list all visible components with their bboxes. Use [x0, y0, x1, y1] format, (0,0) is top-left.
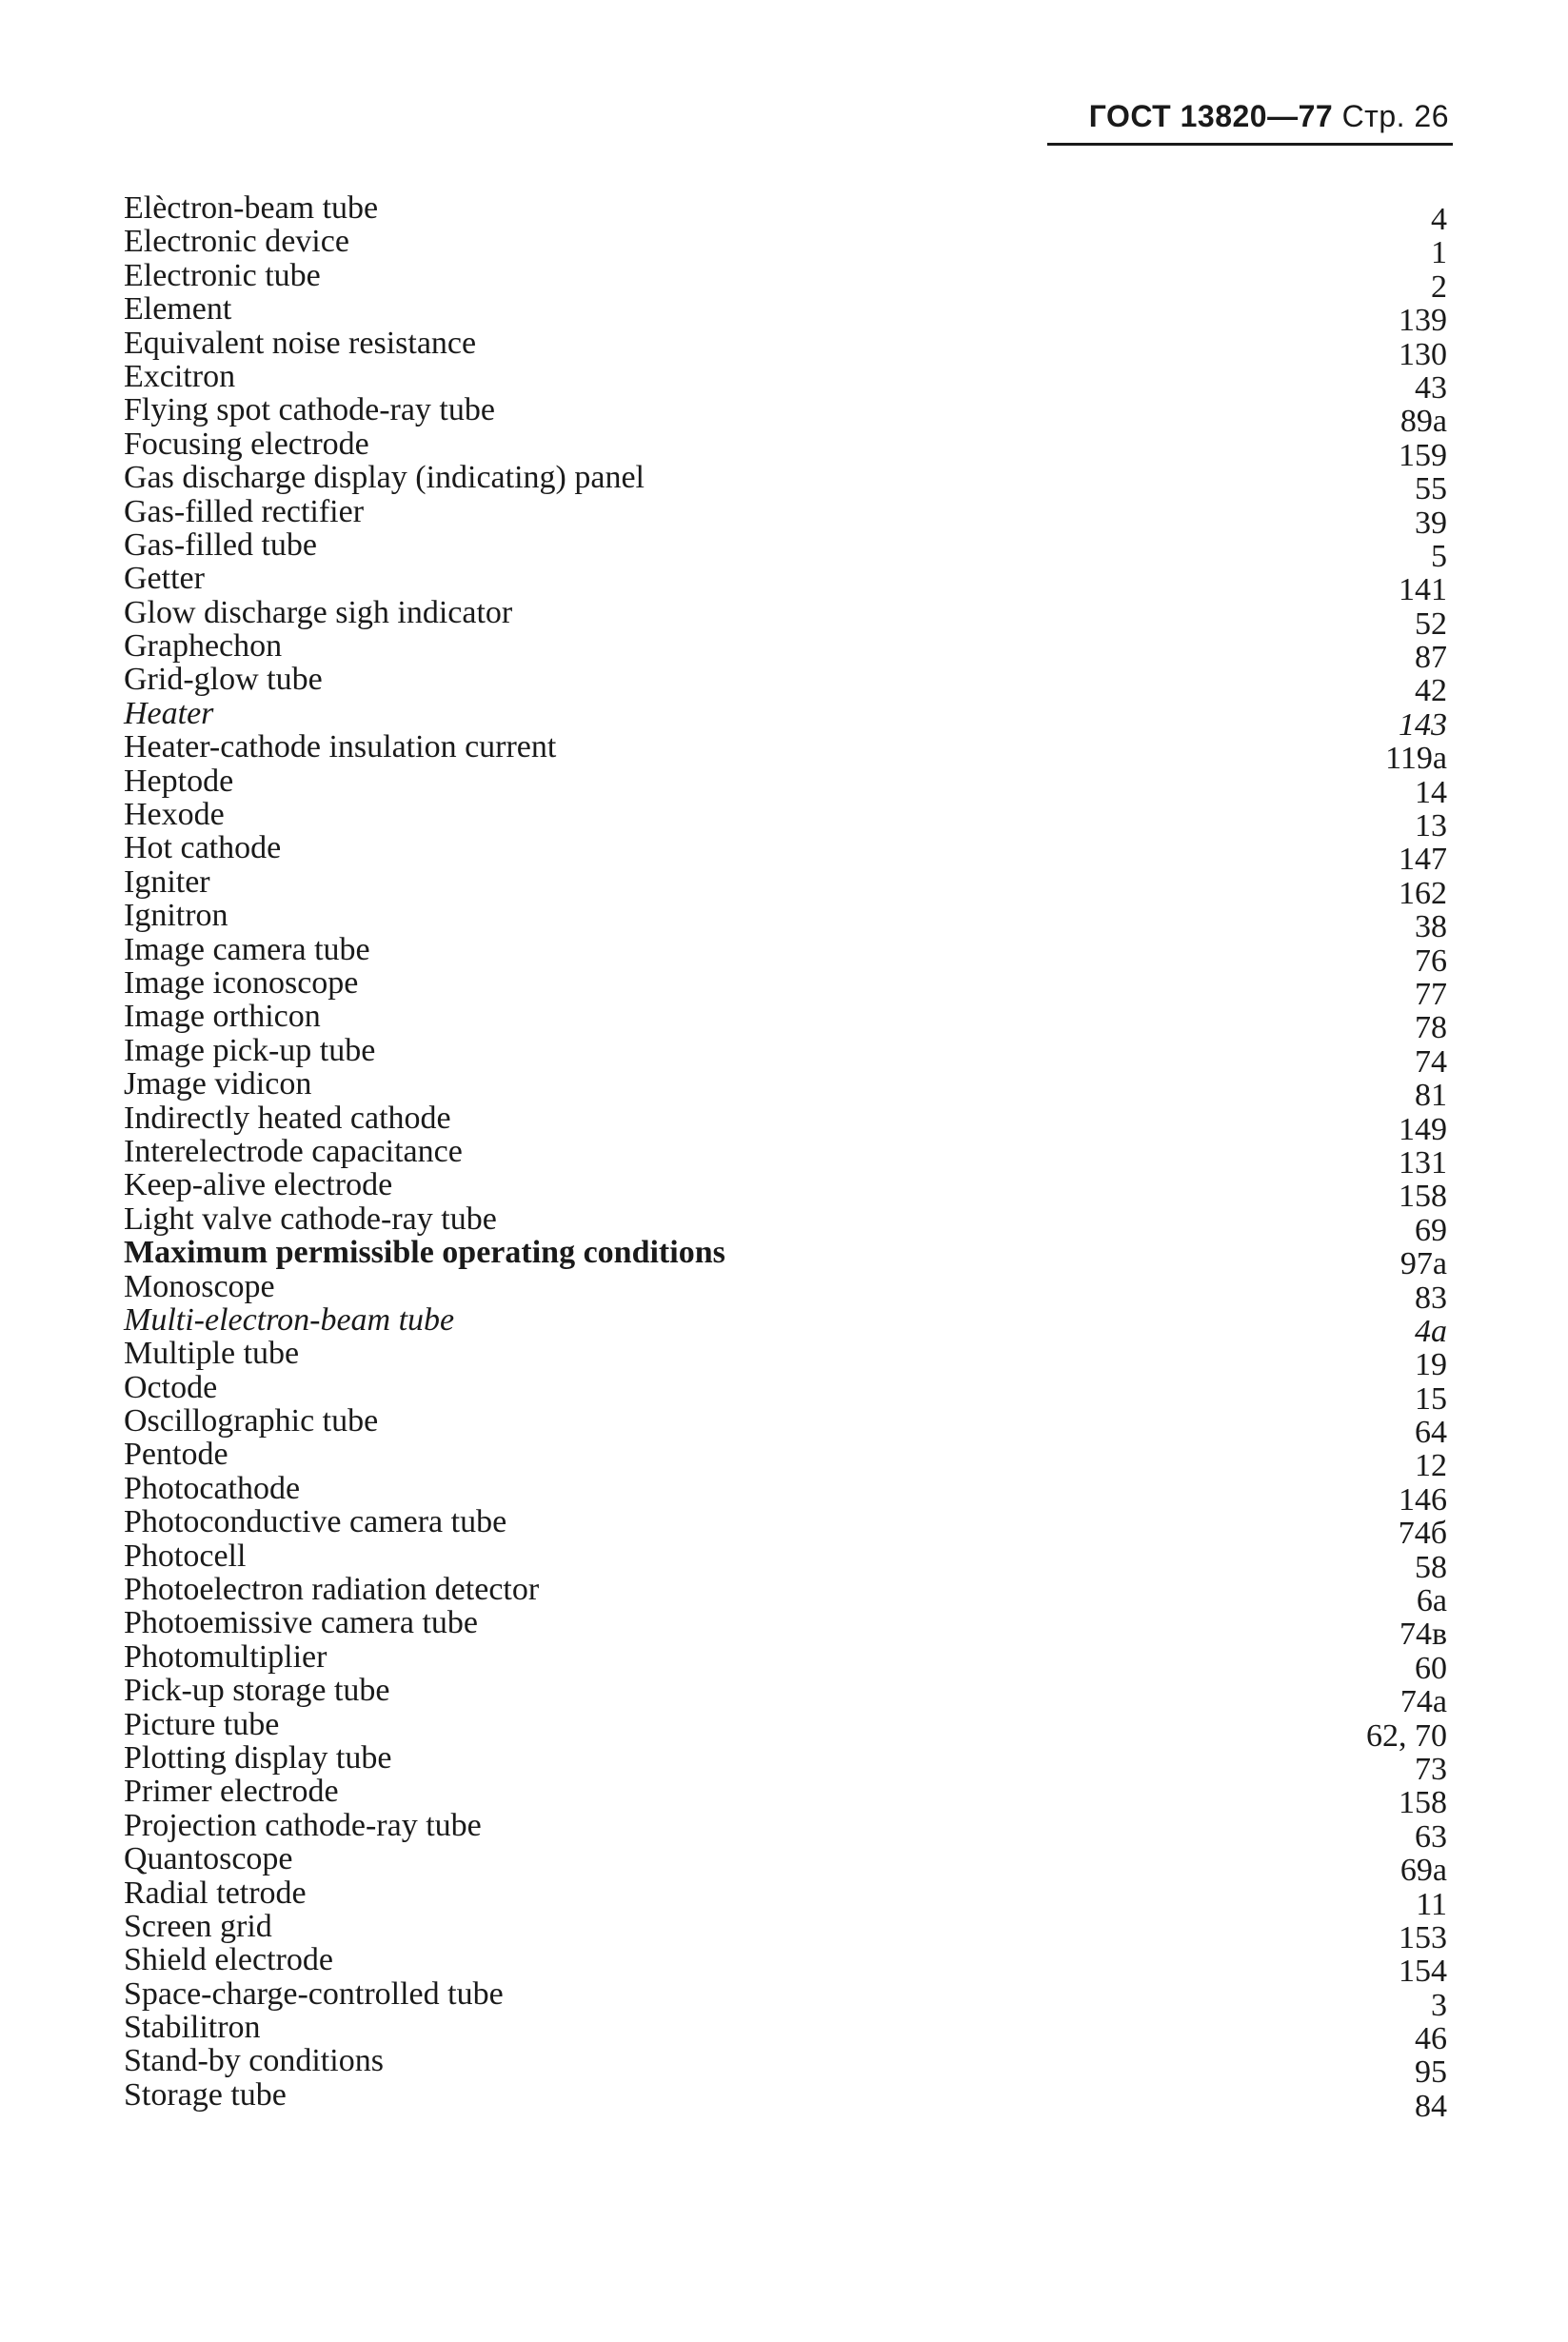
index-entry [124, 1572, 1447, 1619]
index-entry [124, 1739, 1447, 1787]
index-entry [124, 1942, 1447, 1990]
index-entry [124, 1336, 1447, 1383]
index-term: Primer electrode [124, 1774, 339, 1810]
index-entry [124, 1201, 1447, 1248]
index-term: Photomultiplier [124, 1638, 327, 1675]
index-reference-number: 43 [1415, 369, 1447, 406]
index-term: Hot cathode [124, 830, 282, 866]
index-reference-number: 13 [1415, 808, 1447, 844]
index-entry [124, 1369, 1447, 1417]
index-reference-number: 159 [1399, 437, 1447, 473]
index-reference-number: 131 [1399, 1144, 1447, 1181]
index-reference-number: 4a [1415, 1313, 1447, 1349]
index-entry [124, 594, 1447, 642]
index-term: Elèctron-beam tube [124, 190, 379, 226]
index-term: Image pick-up tube [124, 1032, 376, 1068]
term-index-list [124, 190, 1447, 2124]
index-entry [124, 898, 1447, 945]
index-entry [124, 1706, 1447, 1754]
header-rule [1047, 143, 1453, 146]
index-entry [124, 662, 1447, 709]
index-reference-number: 73 [1415, 1751, 1447, 1787]
index-term: Image camera tube [124, 931, 370, 967]
index-term: Multi-electron-beam tube [124, 1301, 455, 1338]
page-number: Стр. 26 [1341, 99, 1449, 133]
index-reference-number: 74в [1399, 1617, 1447, 1653]
index-entry [124, 392, 1447, 440]
index-entry [124, 1403, 1447, 1451]
index-term: Gas discharge display (indicating) panel [124, 460, 645, 496]
index-term: Flying spot cathode-ray tube [124, 392, 495, 428]
index-reference-number: 38 [1415, 909, 1447, 945]
index-entry [124, 1032, 1447, 1080]
index-entry [124, 1538, 1447, 1585]
index-reference-number: 64 [1415, 1415, 1447, 1451]
index-reference-number: 141 [1399, 572, 1447, 608]
index-term: Plotting display tube [124, 1739, 392, 1776]
index-term: Image iconoscope [124, 964, 359, 1001]
index-entry [124, 1605, 1447, 1653]
index-term: Getter [124, 561, 205, 597]
index-reference-number: 84 [1415, 2088, 1447, 2124]
index-entry [124, 729, 1447, 777]
index-entry [124, 1133, 1447, 1181]
index-entry [124, 628, 1447, 676]
index-term: Image orthicon [124, 999, 321, 1035]
index-reference-number: 2 [1431, 268, 1447, 305]
index-term: Light valve cathode-ray tube [124, 1201, 497, 1237]
index-reference-number: 77 [1415, 976, 1447, 1012]
index-entry [124, 1638, 1447, 1686]
index-reference-number: 153 [1399, 1919, 1447, 1955]
index-reference-number: 4 [1431, 202, 1447, 237]
index-term: Photocathode [124, 1470, 301, 1506]
index-reference-number: 52 [1415, 605, 1447, 642]
index-reference-number: 46 [1415, 2021, 1447, 2057]
index-term: Gas-filled rectifier [124, 493, 365, 529]
index-entry [124, 1975, 1447, 2023]
index-term: Maximum permissible operating conditions [124, 1235, 725, 1271]
index-reference-number: 154 [1399, 1954, 1447, 1990]
page-header [1089, 99, 1449, 134]
index-reference-number: 63 [1415, 1818, 1447, 1855]
index-reference-number: 162 [1399, 875, 1447, 911]
index-reference-number: 39 [1415, 505, 1447, 541]
index-entry [124, 561, 1447, 608]
index-term: Storage tube [124, 2076, 287, 2113]
index-reference-number: 119a [1385, 741, 1447, 777]
index-entry [124, 358, 1447, 406]
index-term: Screen grid [124, 1908, 272, 1944]
index-entry [124, 1807, 1447, 1855]
index-entry [124, 1470, 1447, 1518]
index-reference-number: 83 [1415, 1280, 1447, 1316]
index-entry [124, 763, 1447, 810]
index-term: Heater-cathode insulation current [124, 729, 557, 765]
index-entry [124, 830, 1447, 878]
index-term: Excitron [124, 358, 236, 394]
index-reference-number: 158 [1399, 1785, 1447, 1821]
index-entry [124, 190, 1447, 237]
index-entry [124, 999, 1447, 1046]
standard-number: ГОСТ 13820—77 [1088, 99, 1334, 133]
index-reference-number: 74 [1415, 1043, 1447, 1080]
index-term: Stand-by conditions [124, 2043, 384, 2079]
index-term: Photoelectron radiation detector [124, 1572, 540, 1608]
index-entry [124, 1504, 1447, 1552]
index-reference-number: 12 [1415, 1448, 1447, 1484]
index-entry [124, 325, 1447, 372]
index-reference-number: 69 [1415, 1212, 1447, 1248]
index-reference-number: 19 [1415, 1347, 1447, 1383]
index-reference-number: 97a [1399, 1246, 1447, 1282]
index-term: Heptode [124, 763, 234, 799]
index-term: Interelectrode capacitance [124, 1133, 463, 1169]
index-reference-number: 5 [1431, 538, 1447, 574]
index-term: Keep-alive electrode [124, 1167, 393, 1203]
index-entry [124, 1235, 1447, 1282]
index-term: Focusing electrode [124, 426, 369, 462]
index-reference-number: 81 [1415, 1078, 1447, 1114]
index-reference-number: 89a [1399, 404, 1447, 440]
index-entry [124, 426, 1447, 473]
index-entry [124, 964, 1447, 1012]
index-term: Grid-glow tube [124, 662, 323, 698]
index-term: Shield electrode [124, 1942, 333, 1978]
index-term: Glow discharge sigh indicator [124, 594, 513, 630]
index-entry [124, 257, 1447, 305]
index-term: Pick-up storage tube [124, 1673, 390, 1709]
index-term: Ignitron [124, 898, 228, 934]
index-term: Multiple tube [124, 1336, 300, 1372]
index-term: Space-charge-controlled tube [124, 1975, 504, 2012]
index-entry [124, 224, 1447, 271]
index-reference-number: 130 [1399, 336, 1447, 372]
index-term: Quantoscope [124, 1841, 293, 1877]
index-term: Electronic tube [124, 257, 321, 293]
index-entry [124, 1841, 1447, 1889]
index-reference-number: 69a [1399, 1853, 1447, 1889]
index-entry [124, 1301, 1447, 1349]
index-term: Stabilitron [124, 2010, 261, 2046]
index-reference-number: 78 [1415, 1010, 1447, 1046]
index-term: Element [124, 291, 232, 327]
index-entry [124, 797, 1447, 844]
index-reference-number: 146 [1399, 1481, 1447, 1518]
index-entry [124, 1066, 1447, 1114]
index-term: Projection cathode-ray tube [124, 1807, 482, 1843]
index-term: Indirectly heated cathode [124, 1100, 451, 1136]
index-term: Igniter [124, 863, 210, 900]
index-entry [124, 1875, 1447, 1922]
index-term: Oscillographic tube [124, 1403, 379, 1439]
index-entry [124, 493, 1447, 541]
index-entry [124, 931, 1447, 979]
index-term: Heater [124, 695, 214, 731]
index-entry [124, 1268, 1447, 1316]
index-entry [124, 526, 1447, 574]
index-entry [124, 863, 1447, 911]
index-reference-number: 60 [1415, 1650, 1447, 1686]
index-entry [124, 2076, 1447, 2124]
index-term: Hexode [124, 797, 225, 833]
index-term: Picture tube [124, 1706, 280, 1742]
index-term: Monoscope [124, 1268, 275, 1304]
index-entry [124, 1100, 1447, 1147]
index-reference-number: 6a [1416, 1583, 1447, 1619]
index-reference-number: 147 [1399, 842, 1447, 878]
index-entry [124, 1774, 1447, 1821]
index-entry [124, 291, 1447, 339]
index-reference-number: 62, 70 [1366, 1717, 1447, 1754]
index-reference-number: 1 [1431, 235, 1447, 271]
index-reference-number: 74б [1398, 1516, 1447, 1552]
index-term: Jmage vidicon [124, 1066, 312, 1102]
index-entry [124, 695, 1447, 743]
index-reference-number: 149 [1399, 1111, 1447, 1147]
index-reference-number: 158 [1399, 1179, 1447, 1215]
index-term: Pentode [124, 1437, 228, 1473]
index-term: Graphechon [124, 628, 283, 665]
index-reference-number: 15 [1415, 1380, 1447, 1417]
index-entry [124, 1437, 1447, 1484]
index-reference-number: 87 [1415, 640, 1447, 676]
index-reference-number: 76 [1415, 943, 1447, 979]
index-reference-number: 14 [1415, 774, 1447, 810]
index-entry [124, 1673, 1447, 1720]
index-term: Gas-filled tube [124, 526, 317, 563]
index-term: Photoconductive camera tube [124, 1504, 507, 1540]
index-reference-number: 143 [1399, 706, 1447, 743]
index-reference-number: 3 [1431, 1987, 1447, 2023]
index-reference-number: 42 [1415, 673, 1447, 709]
index-term: Electronic device [124, 224, 349, 260]
index-reference-number: 11 [1416, 1886, 1447, 1922]
index-reference-number: 58 [1415, 1549, 1447, 1585]
index-reference-number: 95 [1415, 2054, 1447, 2091]
index-reference-number: 55 [1415, 471, 1447, 507]
index-entry [124, 2043, 1447, 2091]
index-term: Photocell [124, 1538, 247, 1574]
index-reference-number: 139 [1399, 303, 1447, 339]
index-entry [124, 460, 1447, 507]
index-entry [124, 2010, 1447, 2057]
index-term: Photoemissive camera tube [124, 1605, 479, 1641]
index-entry [124, 1167, 1447, 1215]
index-term: Octode [124, 1369, 218, 1405]
index-term: Equivalent noise resistance [124, 325, 477, 361]
index-term: Radial tetrode [124, 1875, 307, 1911]
index-reference-number: 74a [1399, 1684, 1447, 1720]
index-entry [124, 1908, 1447, 1955]
